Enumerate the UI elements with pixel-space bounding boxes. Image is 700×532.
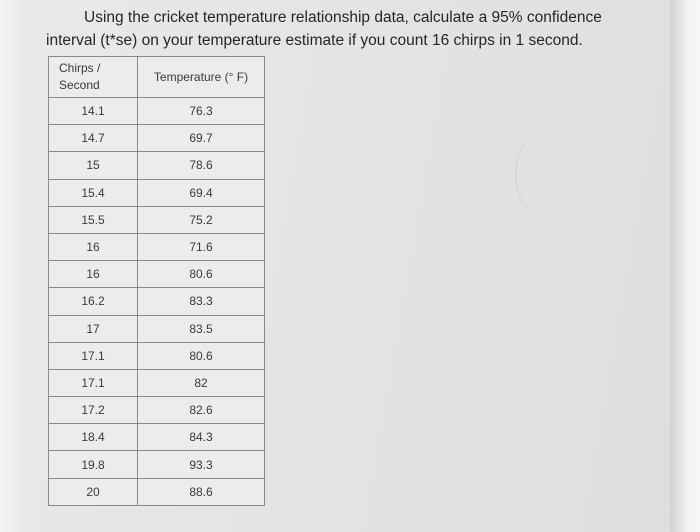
header-chirps-per-second (49, 57, 138, 98)
question-text (32, 6, 672, 52)
chirps-cell: 16 (49, 261, 138, 288)
temperature-cell: 83.3 (138, 288, 265, 315)
cricket-data-table (48, 56, 265, 506)
table-row (49, 288, 265, 315)
temperature-cell: 82 (138, 369, 265, 396)
temperature-cell: 76.3 (138, 98, 265, 125)
table-row (49, 315, 265, 342)
table-header-row (49, 57, 265, 98)
table-row (49, 125, 265, 152)
table-row (49, 451, 265, 478)
table-row (49, 233, 265, 260)
header-chirps-line1: Chirps / (59, 61, 101, 75)
temperature-cell: 69.4 (138, 179, 265, 206)
temperature-cell: 80.6 (138, 261, 265, 288)
temperature-cell: 83.5 (138, 315, 265, 342)
chirps-cell: 16.2 (49, 288, 138, 315)
temperature-cell: 78.6 (138, 152, 265, 179)
question-line-1: Using the cricket temperature relationship data, calculate a 95% confidence (84, 9, 602, 26)
chirps-cell: 15.4 (49, 179, 138, 206)
table-row (49, 342, 265, 369)
header-chirps-line2: Second (59, 78, 100, 92)
table-row (49, 206, 265, 233)
temperature-cell: 80.6 (138, 342, 265, 369)
table-row (49, 369, 265, 396)
chirps-cell: 18.4 (49, 424, 138, 451)
chirps-cell: 17.1 (49, 369, 138, 396)
chirps-cell: 17.2 (49, 397, 138, 424)
table-row (49, 397, 265, 424)
chirps-cell: 17.1 (49, 342, 138, 369)
chirps-cell: 20 (49, 478, 138, 505)
temperature-cell: 82.6 (138, 397, 265, 424)
chirps-cell: 15.5 (49, 206, 138, 233)
chirps-cell: 14.7 (49, 125, 138, 152)
page-left-margin (0, 0, 30, 532)
pencil-mark (515, 130, 586, 220)
table-row (49, 424, 265, 451)
temperature-cell: 69.7 (138, 125, 265, 152)
table-row (49, 98, 265, 125)
chirps-cell: 15 (49, 152, 138, 179)
question-line-2: interval (t*se) on your temperature estimate if you count 16 chirps in 1 second. (46, 32, 583, 49)
table-row (49, 478, 265, 505)
temperature-cell: 93.3 (138, 451, 265, 478)
temperature-cell: 88.6 (138, 478, 265, 505)
table-row (49, 152, 265, 179)
chirps-cell: 19.8 (49, 451, 138, 478)
chirps-cell: 16 (49, 233, 138, 260)
table-row (49, 179, 265, 206)
header-temperature: Temperature (° F) (138, 57, 265, 98)
chirps-cell: 17 (49, 315, 138, 342)
temperature-cell: 84.3 (138, 424, 265, 451)
temperature-cell: 75.2 (138, 206, 265, 233)
page-right-margin (670, 0, 700, 532)
table-body (49, 98, 265, 506)
temperature-cell: 71.6 (138, 233, 265, 260)
chirps-cell: 14.1 (49, 98, 138, 125)
table-row (49, 261, 265, 288)
